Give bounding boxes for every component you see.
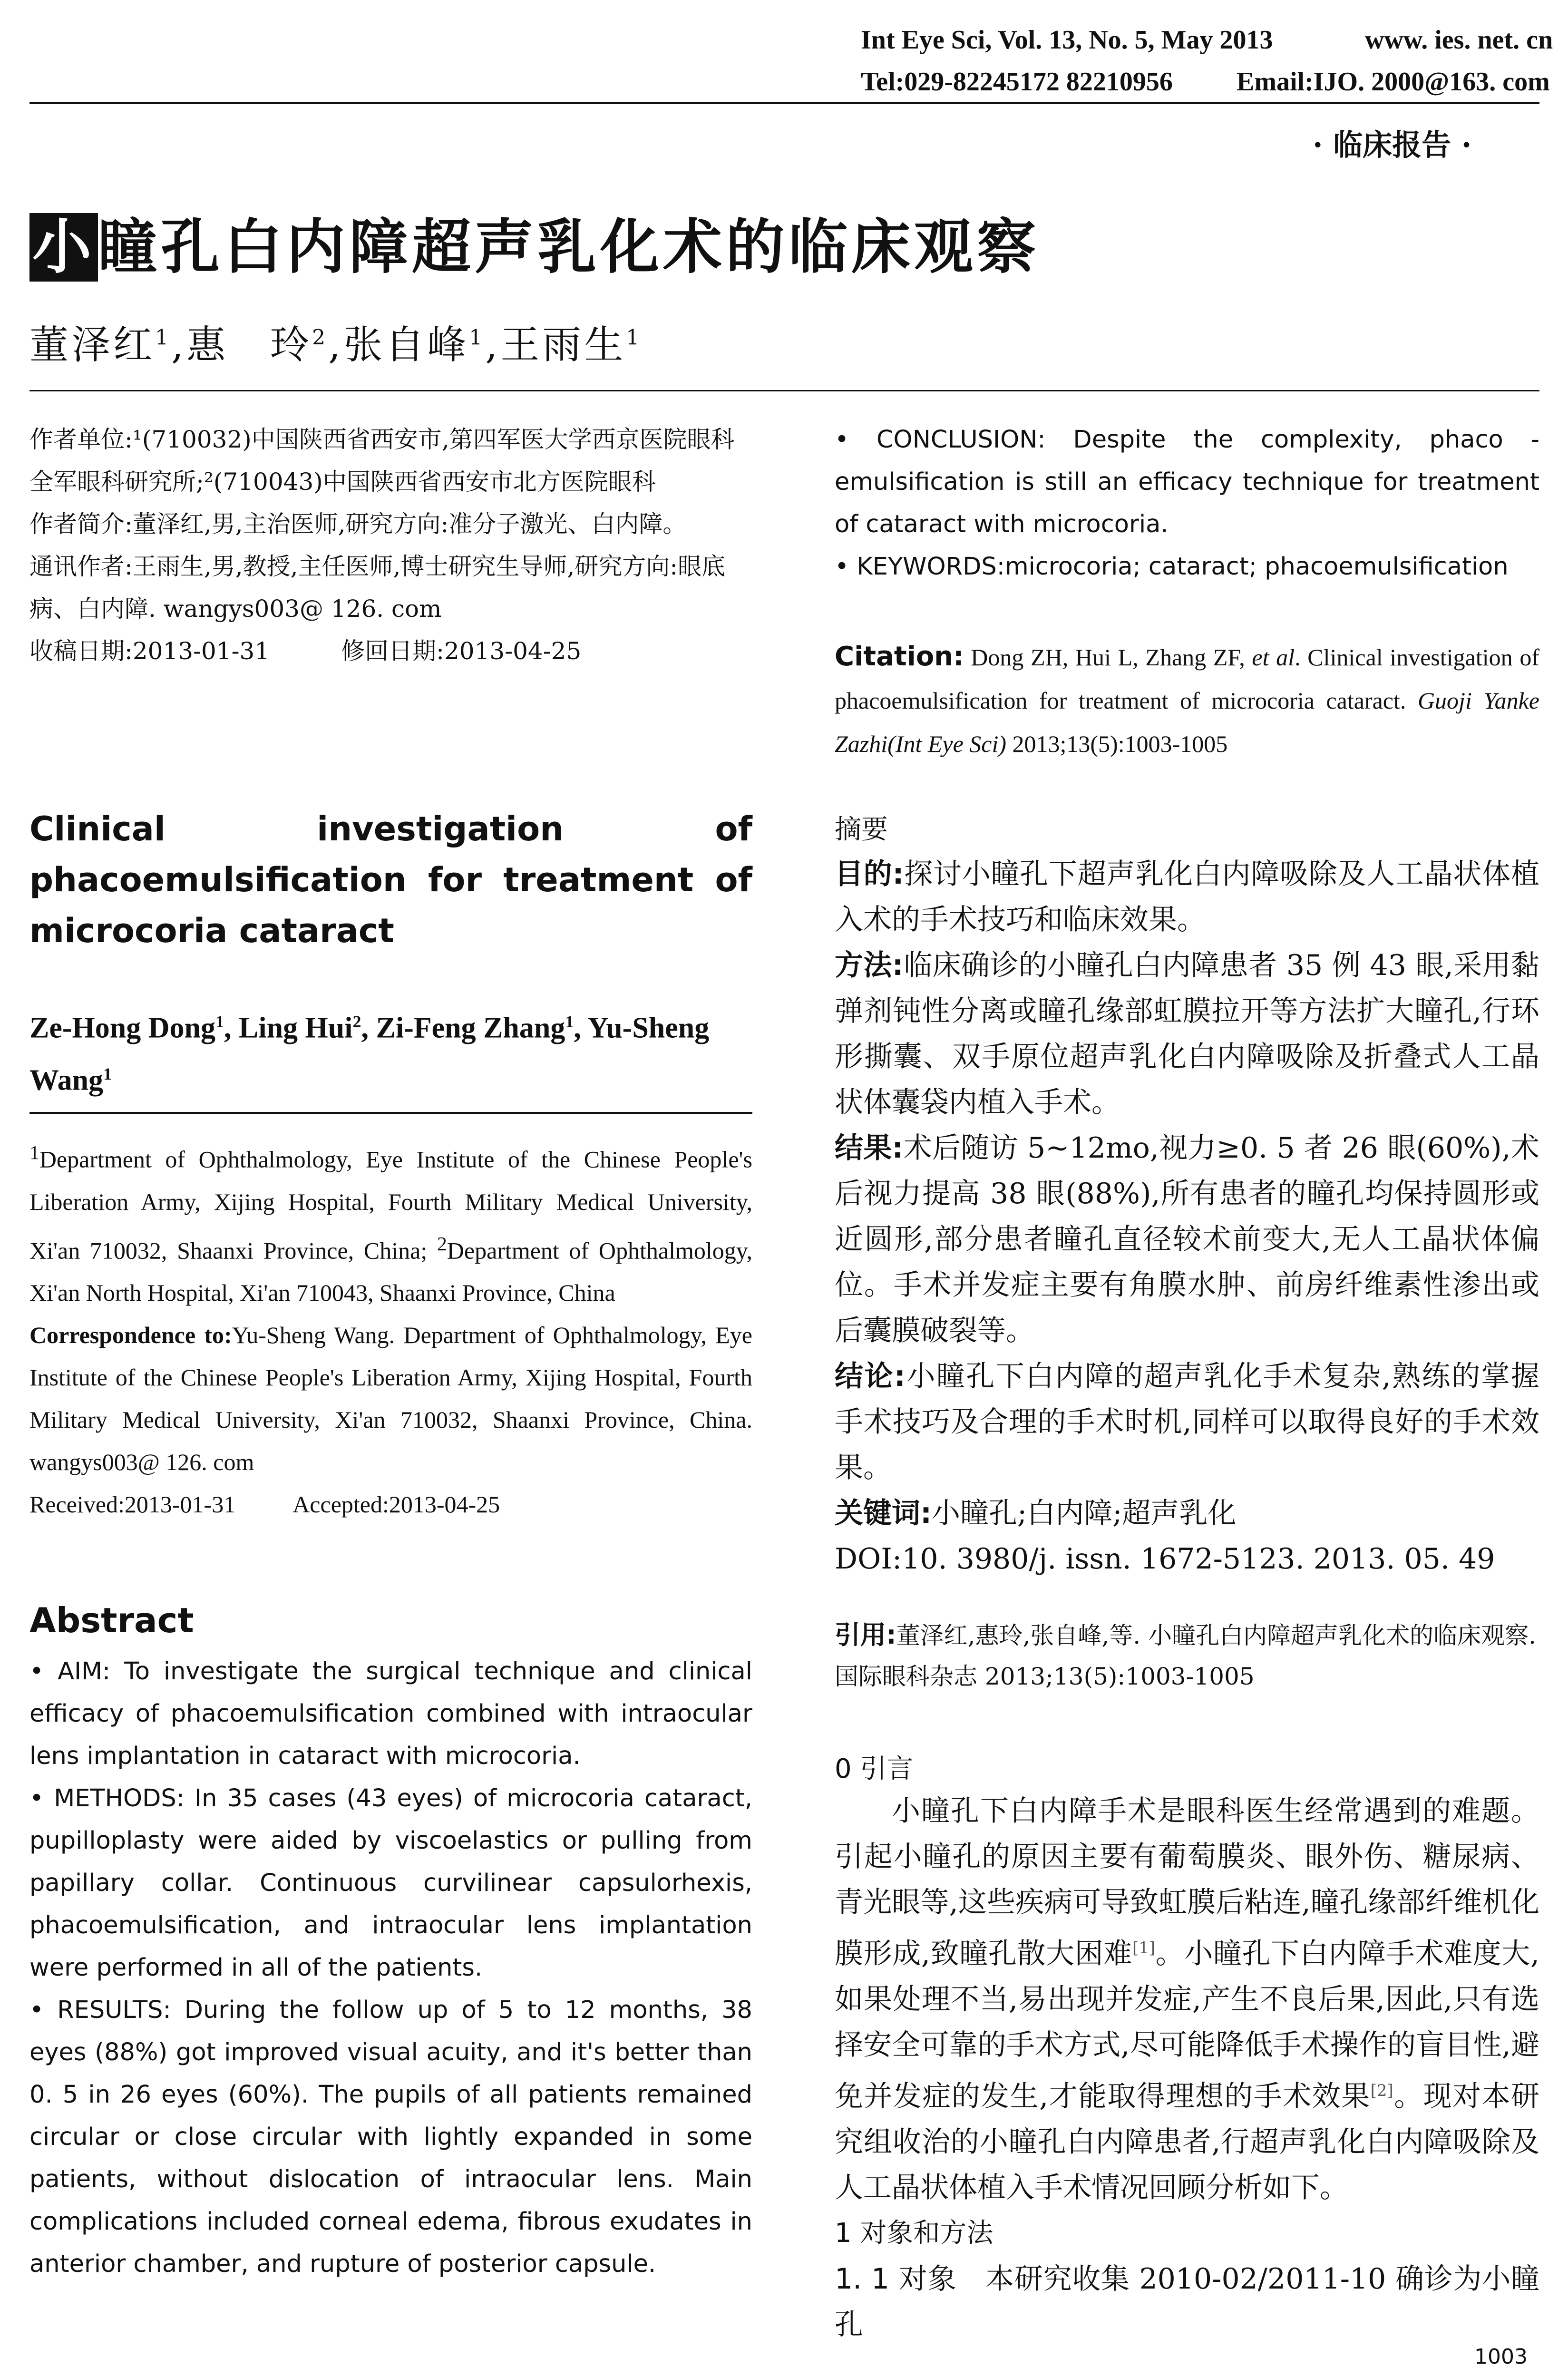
en-author: Ling Hui — [238, 1012, 353, 1044]
subjects-paragraph: 1. 1 对象 本研究收集 2010-02/2011-10 确诊为小瞳孔 — [835, 2262, 1539, 2341]
author-unit: 作者单位:¹(710032)中国陕西省西安市,第四军医大学西京医院眼科 全军眼科研究所;²(710043)中国陕西省西安市北方医院眼科 — [29, 426, 735, 496]
journal-line: Int Eye Sci, Vol. 13, No. 5, May 2013 — [861, 25, 1273, 55]
journal-website: www. ies. net. cn — [1365, 25, 1553, 55]
abstract-conclusion: • CONCLUSION: Despite the complexity, phaco - emulsification is still an efficacy technique for treatment of cataract with microcoria. — [835, 426, 1540, 538]
page-title — [29, 200, 1040, 284]
doi: DOI:10. 3980/j. issn. 1672-5123. 2013. 05. 49 — [835, 1542, 1495, 1576]
page-number: 1003 — [1474, 2345, 1528, 2369]
abstract-heading: Abstract — [29, 1600, 194, 1640]
abstract-en — [29, 1650, 752, 2285]
author-bio: 作者简介:董泽红,男,主治医师,研究方向:准分子激光、白内障。 — [29, 510, 687, 538]
title-highlight: 小 — [29, 213, 98, 282]
en-author: Ze-Hong Dong — [29, 1012, 215, 1044]
author-cn: 董泽红 — [29, 322, 156, 368]
en-author-sup: 2 — [352, 1012, 361, 1031]
received-date-cn: 收稿日期:2013-01-31 — [29, 637, 270, 665]
affiliation-block — [29, 1132, 752, 1526]
correspondence: Correspondence to:Yu-Sheng Wang. Department of Ophthalmology, Eye Institute of the Chinese People's Liberation Army, Xijing Hospital, Fourth Military Medical University, Xi'an 710032, Shaanxi Province, China. wangys003@ 126. com — [29, 1322, 752, 1476]
abstract-cn-aim: 目的:探讨小瞳孔下超声乳化白内障吸除及人工晶状体植入术的手术技巧和临床效果。 — [835, 857, 1539, 936]
accepted-en: Accepted:2013-04-25 — [292, 1491, 500, 1518]
corresponding-author: 通讯作者:王雨生,男,教授,主任医师,博士研究生导师,研究方向:眼底病、白内障. wangys003@ 126. com — [29, 553, 726, 623]
methods-heading: 1 对象和方法 — [835, 2218, 993, 2249]
section-label: · 临床报告 · — [1313, 127, 1472, 162]
affiliation: $^1$Department of Ophthalmology, Eye Institute of the Chinese People's Liberation Army, Xijing Hospital, Fourth Military Medical University, Xi'an 710032, Shaanxi Province, China; $^2$Department of Ophthalmology, Xi'an North Hospital, Xi'an 710043, Shaanxi Province, China — [29, 1142, 752, 1306]
abstract-cn-keywords: 关键词:小瞳孔;白内障;超声乳化 — [835, 1497, 1237, 1530]
abstract-keywords: • KEYWORDS:microcoria; cataract; phacoemulsification — [835, 553, 1509, 581]
author-cn: 惠 玲 — [186, 322, 312, 368]
abstract-en-cont — [835, 419, 1539, 588]
author-sup: 1 — [626, 325, 643, 350]
abstract-cn — [835, 851, 1539, 1582]
intro-paragraph: 小瞳孔下白内障手术是眼科医生经常遇到的难题。引起小瞳孔的原因主要有葡萄膜炎、眼外伤、糖尿病、青光眼等,这些疾病可导致虹膜后粘连,瞳孔缘部纤维机化膜形成,致瞳孔散大困难[1]。小瞳孔下白内障手术难度大,如果处理不当,易出现并发症,产生不良后果,因此,只有选择安全可靠的手术方式,尽可能降低手术操作的盲目性,避免并发症的发生,才能取得理想的手术效果[2]。现对本研究组收治的小瞳孔白内障患者,行超声乳化白内障吸除及人工晶状体植入手术情况回顾分析如下。 — [835, 1794, 1540, 2204]
citation-cn: 引用:董泽红,惠玲,张自峰,等. 小瞳孔白内障超声乳化术的临床观察. 国际眼科杂志 2013;13(5):1003-1005 — [835, 1620, 1536, 1690]
en-author: Yu-Sheng Wang — [29, 1012, 710, 1097]
reference-1[interactable]: [1] — [1132, 1939, 1156, 1958]
author-sup: 1 — [155, 325, 172, 350]
author-cn: 张自峰 — [343, 322, 469, 368]
en-author: Zi-Feng Zhang — [376, 1012, 565, 1044]
authors-cn: 董泽红$^1$,惠 玲$^2$,张自峰$^1$,王雨生$^1$ — [29, 322, 643, 368]
intro-heading: 0 引言 — [835, 1754, 914, 1784]
en-authors: Ze-Hong Dong$^1$, Ling Hui$^2$, Zi-Feng Zhang$^1$, Yu-Sheng Wang$^1$ — [29, 1012, 710, 1097]
abstract-aim: • AIM: To investigate the surgical technique and clinical efficacy of phacoemulsification combined with intraocular lens implantation in cataract with microcoria. — [29, 1657, 752, 1770]
journal-tel: Tel:029-82245172 82210956 — [861, 67, 1173, 97]
en-author-sup: 1 — [215, 1012, 224, 1031]
reference-2[interactable]: [2] — [1370, 2081, 1393, 2100]
abstract-cn-heading: 摘要 — [835, 814, 888, 845]
author-info-cn — [29, 419, 752, 672]
title-rest: 瞳孔白内障超声乳化术的临床观察 — [98, 213, 1040, 282]
en-author-sup: 1 — [565, 1012, 574, 1031]
author-cn: 王雨生 — [500, 322, 626, 368]
citation-en: Citation: Dong ZH, Hui L, Zhang ZF, et al. Clinical investigation of phacoemulsification for treatment of microcoria cataract. Guoji Yanke Zazhi(Int Eye Sci) 2013;13(5):1003-1005 — [835, 641, 1539, 757]
abstract-cn-results: 结果:术后随访 5~12mo,视力≥0. 5 者 26 眼(60%),术后视力提高 38 眼(88%),所有患者的瞳孔均保持圆形或近圆形,部分患者瞳孔直径较术前变大,无人工晶状体偏位。手术并发症主要有角膜水肿、前房纤维素性渗出或后囊膜破裂等。 — [835, 1131, 1539, 1347]
en-title: Clinical investigation of phacoemulsification for treatment of microcoria cataract — [29, 809, 752, 950]
revised-date-cn: 修回日期:2013-04-25 — [341, 637, 582, 665]
header-rule — [29, 102, 1539, 104]
received-en: Received:2013-01-31 — [29, 1491, 236, 1518]
abstract-cn-conclusion: 结论:小瞳孔下白内障的超声乳化手术复杂,熟练的掌握手术技巧及合理的手术时机,同样可以取得良好的手术效果。 — [835, 1360, 1539, 1484]
abstract-results: • RESULTS: During the follow up of 5 to 12 months, 38 eyes (88%) got improved visual acuity, and it's better than 0. 5 in 26 eyes (60%). The pupils of all patients remained circular or close circular with lightly expanded in some patients, without dislocation of intraocular lens. Main complications included corneal edema, fibrous exudates in anterior chamber, and rupture of posterior capsule. — [29, 1996, 752, 2278]
intro-body — [835, 1788, 1539, 2348]
journal-email: Email:IJO. 2000@163. com — [1237, 67, 1550, 97]
abstract-methods: • METHODS: In 35 cases (43 eyes) of microcoria cataract, pupilloplasty were aided by viscoelastics or pulling from papillary collar. Continuous curvilinear capsulorhexis, phacoemulsification, and intraocular lens implantation were performed in all of the patients. — [29, 1784, 752, 1982]
abstract-cn-methods: 方法:临床确诊的小瞳孔白内障患者 35 例 43 眼,采用黏弹剂钝性分离或瞳孔缘部虹膜拉开等方法扩大瞳孔,行环形撕囊、双手原位超声乳化白内障吸除及折叠式人工晶状体囊袋内植入手术。 — [835, 949, 1539, 1119]
affiliation-rule — [29, 1112, 752, 1114]
author-sup: 2 — [312, 325, 329, 350]
authors-rule — [29, 390, 1539, 391]
author-sup: 1 — [469, 325, 486, 350]
en-author-sup: 1 — [103, 1064, 112, 1083]
